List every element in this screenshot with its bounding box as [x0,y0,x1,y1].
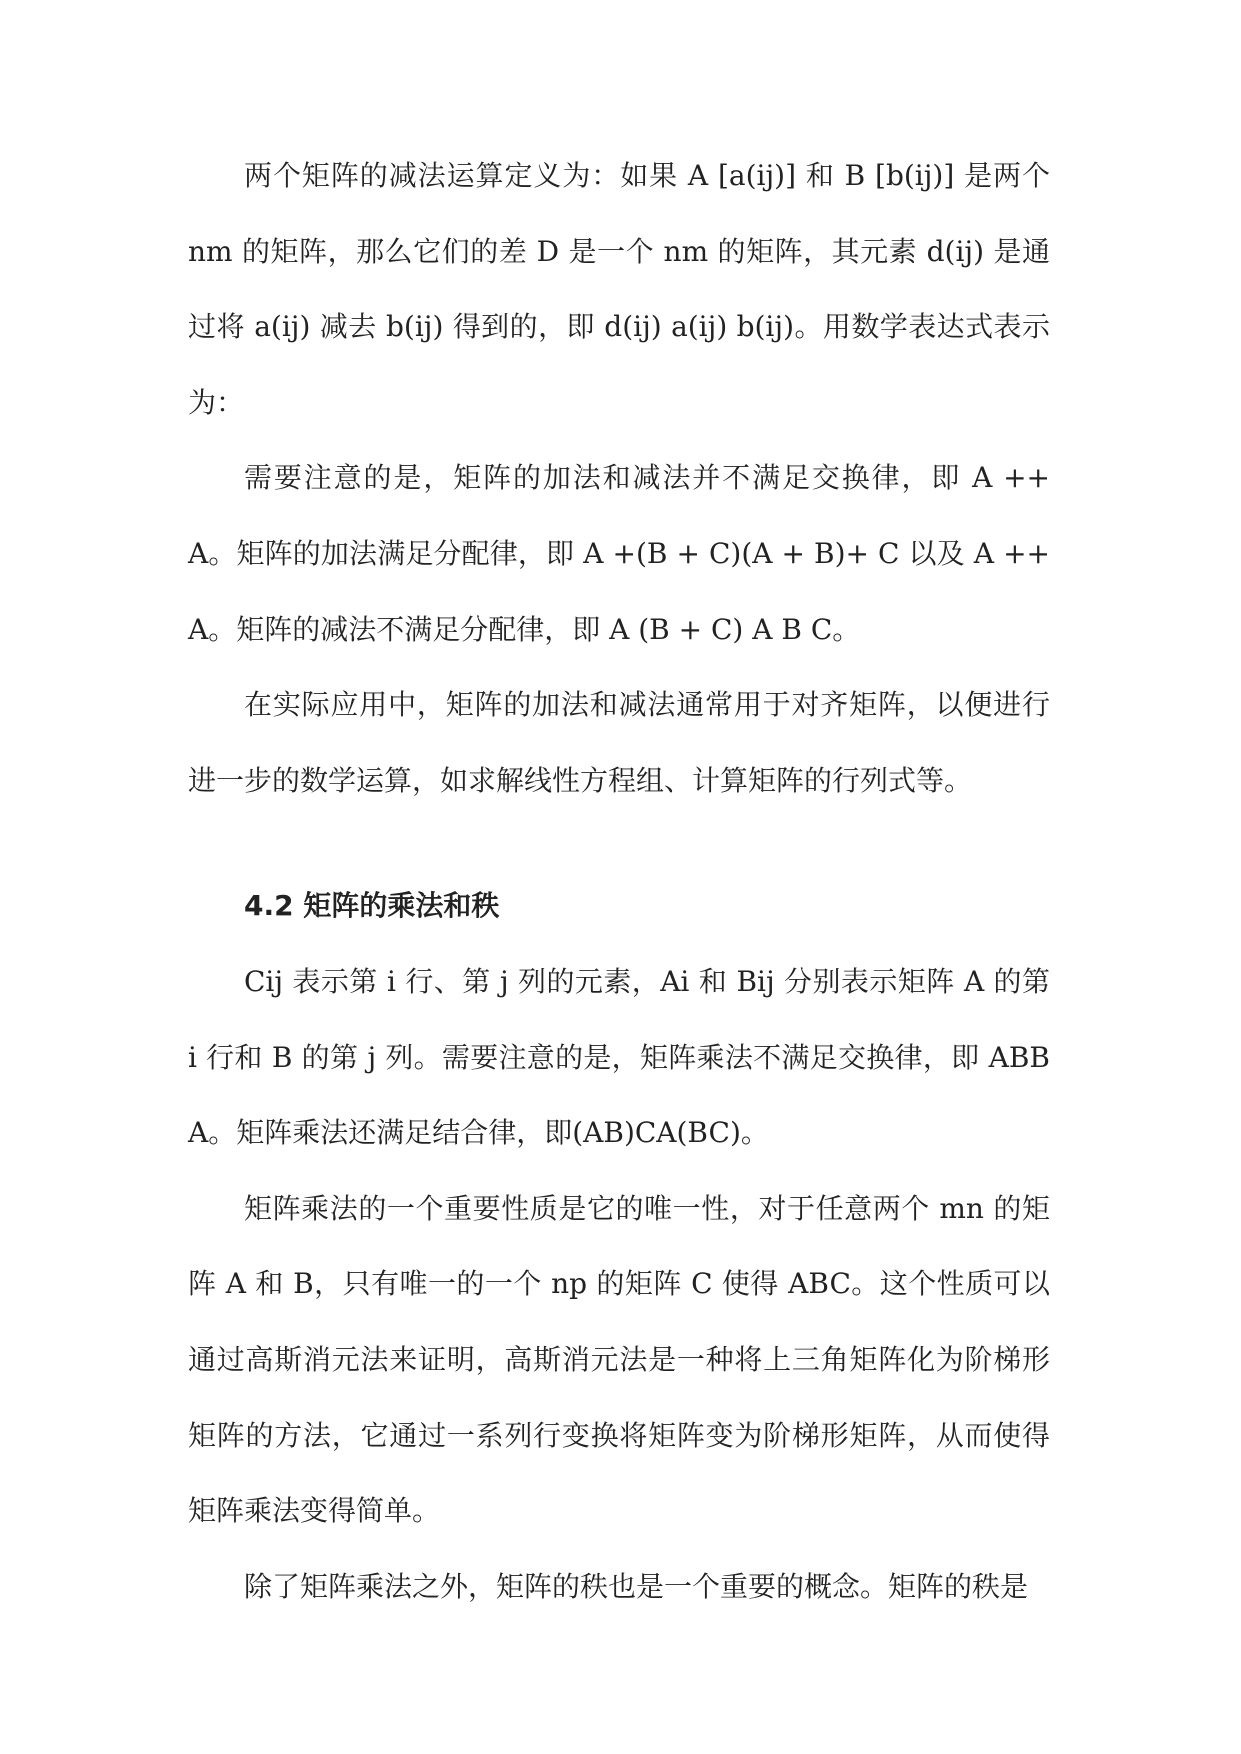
paragraph-laws: 需要注意的是，矩阵的加法和减法并不满足交换律，即 A ++ A。矩阵的加法满足分配律，即 A +(B + C)(A + B)+ C 以及 A ++ A。矩阵的减法不满足分配律，即 A (B + C) A B C。 [188,461,1050,646]
document-page [188,138,1050,1624]
paragraph-applications: 在实际应用中，矩阵的加法和减法通常用于对齐矩阵，以便进行进一步的数学运算，如求解线性方程组、计算矩阵的行列式等。 [188,688,1050,797]
paragraph-multiplication-elements: Cij 表示第 i 行、第 j 列的元素，Ai 和 Bij 分别表示矩阵 A 的第 i 行和 B 的第 j 列。需要注意的是，矩阵乘法不满足交换律，即 ABBA。矩阵乘法还满足结合律，即(AB)CA(BC)。 [188,964,1050,1150]
paragraph-uniqueness: 矩阵乘法的一个重要性质是它的唯一性，对于任意两个 mn 的矩阵 A 和 B，只有唯一的一个 np 的矩阵 C 使得 ABC。这个性质可以通过高斯消元法来证明，高斯消元法是一种将上三角矩阵化为阶梯形矩阵的方法，它通过一系列行变换将矩阵变为阶梯形矩阵，从而使得矩阵乘法变得简单。 [188,1191,1050,1528]
paragraph-rank: 除了矩阵乘法之外，矩阵的秩也是一个重要的概念。矩阵的秩是 [244,1569,1029,1603]
paragraph-matrix-subtraction: 两个矩阵的减法运算定义为：如果 A [a(ij)] 和 B [b(ij)] 是两个 nm 的矩阵，那么它们的差 D 是一个 nm 的矩阵，其元素 d(ij) 是通过将 a(ij) 减去 b(ij) 得到的，即 d(ij) a(ij) b(ij)。用数学表达式表示为： [188,159,1050,419]
section-heading: 4.2 矩阵的乘法和秩 [244,889,500,923]
